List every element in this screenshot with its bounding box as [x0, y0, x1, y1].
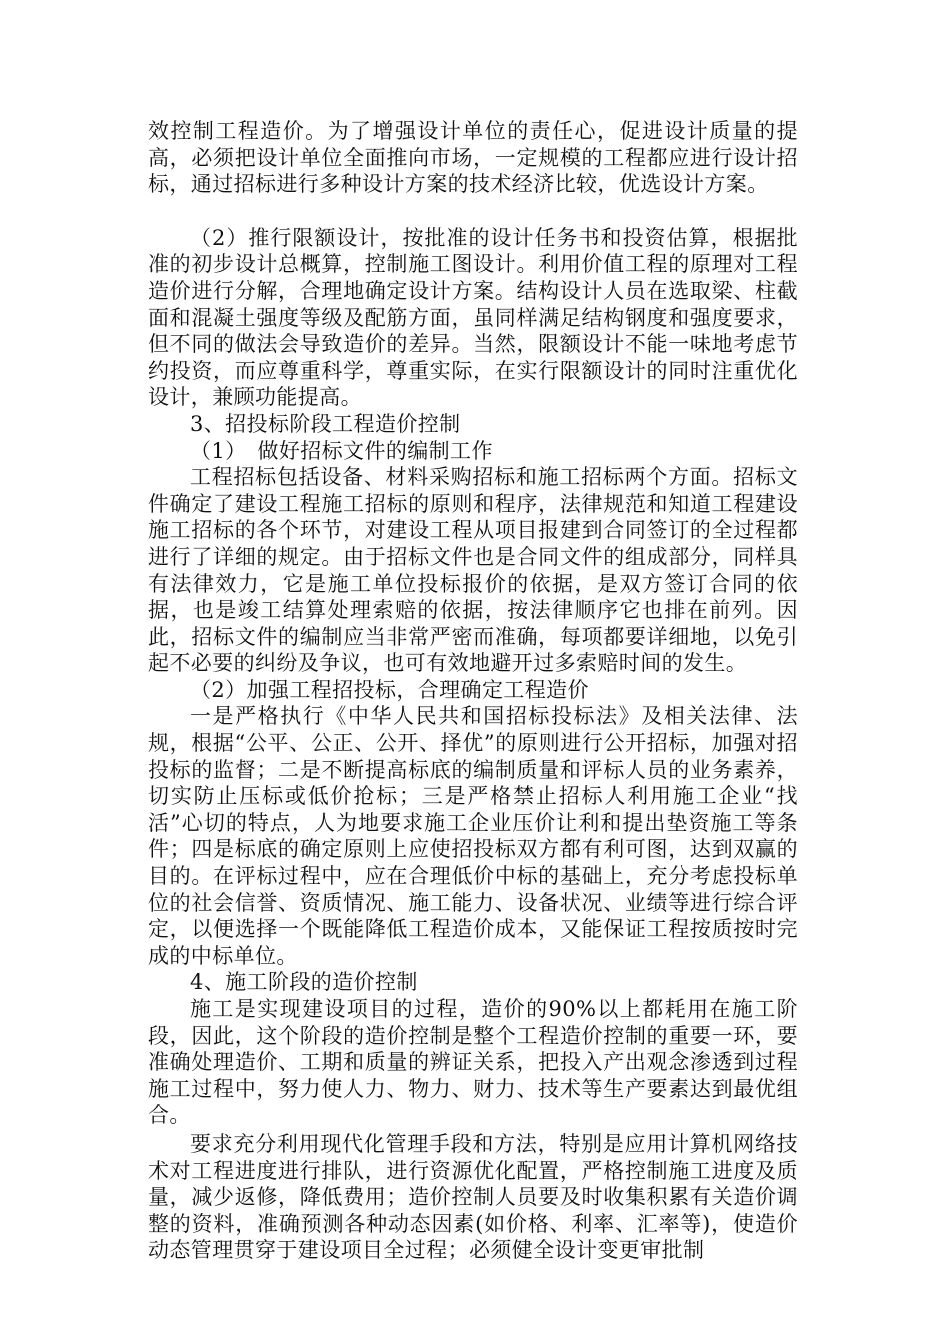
- subsection-heading-bid-documents: （1） 做好招标文件的编制工作: [190, 438, 493, 463]
- paragraph-modern-management: 要求充分利用现代化管理手段和方法，特别是应用计算机网络技术对工程进度进行排队，进行资源优化配置，严格控制施工进度及质量，减少返修，降低费用；造价控制人员要及时收集积累有关造价调整的资料，准确预测各种动态因素(如价格、利率、汇率等)，使造价动态管理贯穿于建设项目全过程；必须健全设计变更审批制: [148, 1131, 798, 1263]
- paragraph-quota-design: （2）推行限额设计，按批准的设计任务书和投资估算，根据批准的初步设计总概算，控制施工图设计。利用价值工程的原理对工程造价进行分解，合理地确定设计方案。结构设计人员在选取梁、柱截面和混凝土强度等级及配筋方面，虽同样满足结构钢度和强度要求，但不同的做法会导致造价的差异。当然，限额设计不能一味地考虑节约投资，而应尊重科学，尊重实际，在实行限额设计的同时注重优化设计，兼顾功能提高。: [148, 225, 798, 410]
- paragraph-bid-documents: 工程招标包括设备、材料采购招标和施工招标两个方面。招标文件确定了建设工程施工招标的原则和程序，法律规范和知道工程建设施工招标的各个环节，对建设工程从项目报建到合同签订的全过程都进行了详细的规定。由于招标文件也是合同文件的组成部分，同样具有法律效力，它是施工单位投标报价的依据，是双方签订合同的依据，也是竣工结算处理索赔的依据，按法律顺序它也排在前列。因此，招标文件的编制应当非常严密而准确，每项都要详细地，以免引起不必要的纠纷及争议，也可有效地避开过多索赔时间的发生。: [148, 465, 798, 676]
- section-heading-bidding-stage: 3、招投标阶段工程造价控制: [190, 411, 461, 436]
- subsection-heading-strengthen-bidding: （2）加强工程招投标，合理确定工程造价: [190, 677, 589, 702]
- paragraph-construction-control: 施工是实现建设项目的过程，造价的90%以上都耗用在施工阶段，因此，这个阶段的造价控制是整个工程造价控制的重要一环，要准确处理造价、工期和质量的辨证关系，把投入产出观念渗透到过程施工过程中，努力使人力、物力、财力、技术等生产要素达到最优组合。: [148, 997, 798, 1128]
- paragraph-bidding-measures: 一是严格执行《中华人民共和国招标投标法》及相关法律、法规，根据“公平、公正、公开、择优”的原则进行公开招标，加强对招投标的监督；二是不断提高标底的编制质量和评标人员的业务素养，切实防止压标或低价抢标；三是严格禁止招标人利用施工企业“找活”心切的特点，人为地要求施工企业压价让利和提出垫资施工等条件；四是标底的确定原则上应使招投标双方都有利可图，达到双赢的目的。在评标过程中，应在合理低价中标的基础上，充分考虑投标单位的社会信誉、资质情况、施工能力、设备状况、业绩等进行综合评定，以便选择一个既能降低工程造价成本，又能保证工程按质按时完成的中标单位。: [148, 704, 798, 968]
- paragraph-design-bidding: 效控制工程造价。为了增强设计单位的责任心，促进设计质量的提高，必须把设计单位全面推向市场，一定规模的工程都应进行设计招标，通过招标进行多种设计方案的技术经济比较，优选设计方案。: [148, 119, 798, 197]
- document-body: [148, 118, 798, 1264]
- section-heading-construction-stage: 4、施工阶段的造价控制: [190, 970, 418, 995]
